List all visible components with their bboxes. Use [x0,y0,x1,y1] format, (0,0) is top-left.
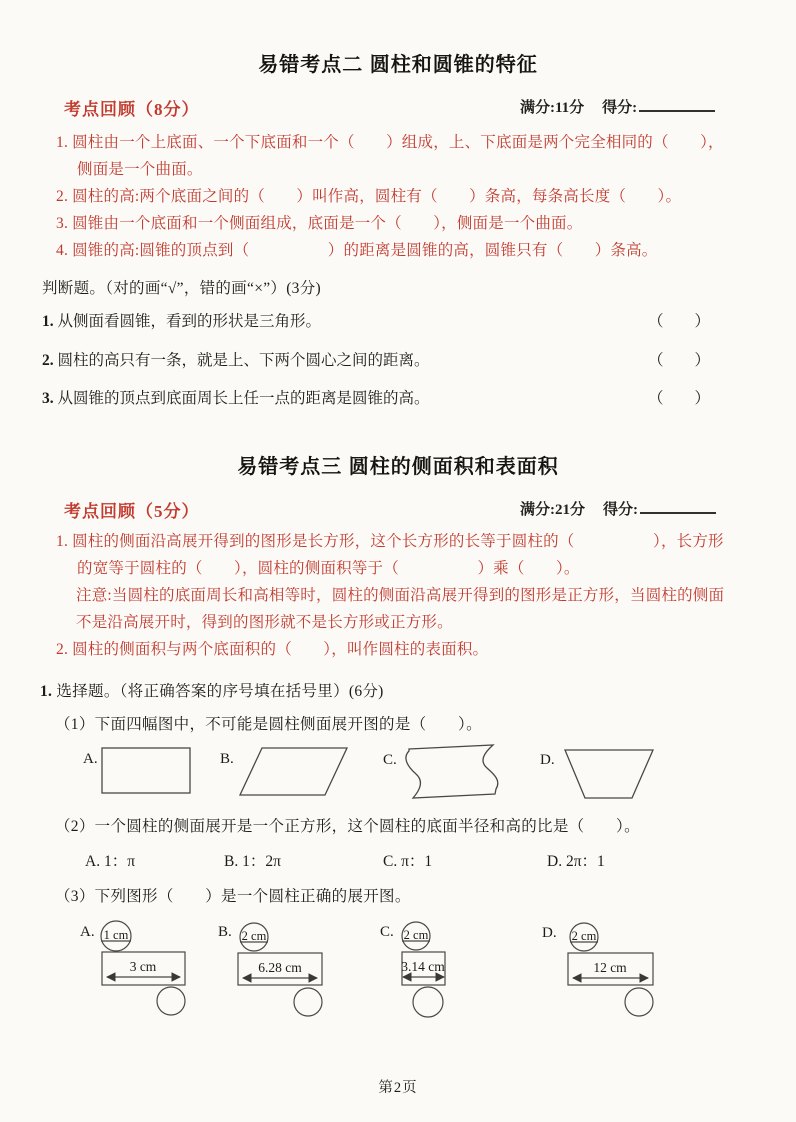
topic2-review-label: 考点回顾（8分） [64,100,200,119]
judge-header: 判断题。（对的画“√”，错的画“×”）(3分) [42,280,321,297]
score-blank [639,97,715,112]
score-blank [640,499,716,514]
answer-bracket: （ ） [647,352,710,369]
topic2-review-items [56,129,732,264]
review-item: 2. 圆柱的侧面积与两个底面积的（ ），叫作圆柱的表面积。 [56,641,489,658]
net-width-label: 6.28 cm [258,960,302,975]
topic3-review-items [56,528,734,663]
page-footer: 第2页 [378,1080,418,1096]
option-letter: A. [83,751,98,767]
net-bottom-circle [157,987,185,1015]
net-diameter-label: 1 cm [103,928,129,942]
topic3-score-line [520,498,716,519]
net-width-label: 12 cm [593,960,627,975]
net-bottom-circle [625,988,653,1016]
net-label: D. [542,925,557,941]
score-label: 得分: [602,100,638,116]
review-item: 4. 圆锥的高:圆锥的顶点到（ ）的距离是圆锥的高，圆锥只有（ ）条高。 [56,242,658,259]
choice-header-text: 选择题。（将正确答案的序号填在括号里）(6分) [56,683,384,700]
net-bottom-circle [413,987,443,1017]
net-bottom-circle [294,988,322,1016]
topic3-title: 易错考点三 圆柱的侧面积和表面积 [237,456,559,478]
q3-text: （3）下列图形（ ）是一个圆柱正确的展开图。 [55,888,411,905]
wavy-band-shape [406,745,498,798]
q2-option: D. 2π：1 [547,853,605,870]
option-letter: B. [220,751,234,767]
score-label: 得分: [603,502,638,518]
judge-item [42,348,710,370]
q2-option: A. 1：π [85,853,136,870]
net-diameter-label: 2 cm [403,928,429,942]
option-letter: D. [540,752,555,768]
net-width-label: 3.14 cm [401,959,445,974]
choice-header-number: 1. [40,683,53,700]
rectangle-shape [102,748,190,793]
review-item: 2. 圆柱的高:两个底面之间的（ ）叫作高，圆柱有（ ）条高，每条高长度（ ）。 [56,188,682,205]
net-label: A. [80,924,95,940]
judge-item-number: 1. [42,313,54,330]
judge-item-number: 3. [42,390,54,407]
net-label: B. [218,924,232,940]
judge-item [42,386,710,408]
choice-header [40,679,384,701]
judge-item-number: 2. [42,352,54,369]
q2-option: C. π：1 [383,853,433,870]
net-diameter-label: 2 cm [241,929,267,943]
full-score: 满分:21分 [520,502,585,518]
topic2-title: 易错考点二 圆柱和圆锥的特征 [258,54,538,76]
judge-item-text: 从圆锥的顶点到底面周长上任一点的距离是圆锥的高。 [57,390,430,407]
review-item: 3. 圆锥由一个底面和一个侧面组成，底面是一个（ ），侧面是一个曲面。 [56,215,583,232]
answer-bracket: （ ） [647,313,710,330]
q3-nets-figure [70,912,670,1022]
trapezoid-shape [565,750,653,798]
topic2-score-line [520,96,715,117]
judge-item-text: 从侧面看圆锥，看到的形状是三角形。 [57,313,322,330]
net-label: C. [380,924,394,940]
option-letter: C. [383,752,397,768]
net-width-label: 3 cm [129,959,157,974]
parallelogram-shape [240,748,347,795]
note-text: 注意:当圆柱的底面周长和高相等时，圆柱的侧面沿高展开得到的图形是正方形，当圆柱的侧面不是沿高展开时，得到的图形就不是长方形或正方形。 [76,587,725,631]
review-item: 1. 圆柱由一个上底面、一个下底面和一个（ ）组成，上、下底面是两个完全相同的（ ），侧面是一个曲面。 [56,134,724,178]
review-item: 1. 圆柱的侧面沿高展开得到的图形是长方形，这个长方形的长等于圆柱的（ ），长方形的宽等于圆柱的（ ），圆柱的侧面积等于（ ）乘（ ）。 [56,533,724,577]
full-score: 满分:11分 [520,100,585,116]
answer-bracket: （ ） [647,390,710,407]
judge-item-text: 圆柱的高只有一条，就是上、下两个圆心之间的距离。 [57,352,430,369]
topic3-review-label: 考点回顾（5分） [64,502,200,521]
q1-text: （1）下面四幅图中，不可能是圆柱侧面展开图的是（ ）。 [55,716,482,733]
judge-item [42,309,710,331]
q1-shapes-figure [90,740,670,804]
q2-option: B. 1：2π [224,853,281,870]
q2-text: （2）一个圆柱的侧面展开是一个正方形，这个圆柱的底面半径和高的比是（ ）。 [55,818,640,835]
net-diameter-label: 2 cm [571,929,597,943]
